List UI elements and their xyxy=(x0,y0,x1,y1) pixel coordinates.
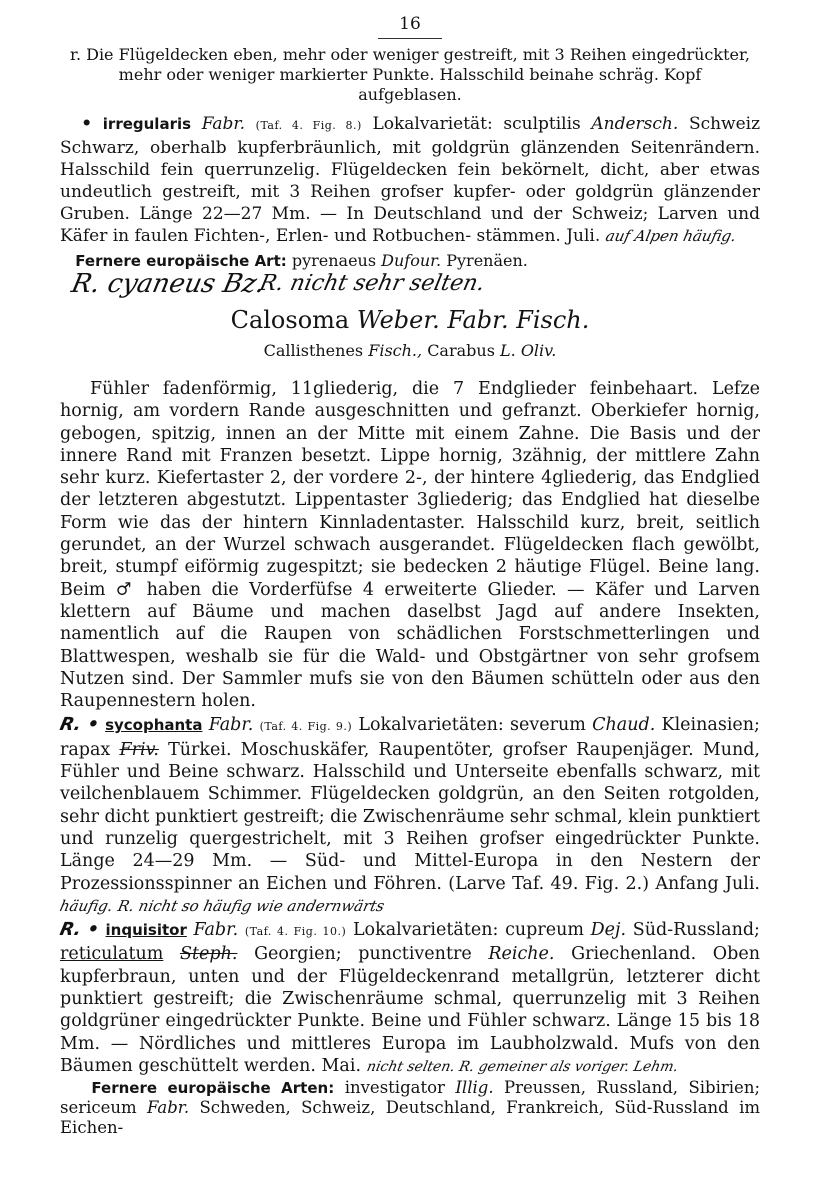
plate-ref: (Taf. 4. Fig. 9.) xyxy=(259,720,353,734)
variety-author: Chaud. xyxy=(592,715,656,736)
species-author: Fabr. xyxy=(193,920,239,941)
synonym-1-author: Fisch., xyxy=(368,341,423,360)
variety-place: Süd-Russland; xyxy=(632,920,760,941)
fernere-author: Illig. xyxy=(455,1078,494,1098)
fernere-art-1 xyxy=(60,251,760,271)
synonym-1: Callisthenes xyxy=(263,341,364,360)
handwritten-left: R. cyaneus Bz. xyxy=(68,269,268,299)
genus-synonyms xyxy=(60,341,760,360)
species-body: Türkei. Moschuskäfer, Raupentöter, grofser Raupenjäger. Mund, Fühler und Beine schwarz. Halsschild und Unterseite ebenfalls schwarz, mit veilchenblauem Schimmer. Flügeldecken goldgrün, an den Seiten rotgolden, sehr dicht punktiert gestreift; die Zwischenräume sehr schmal, klein punktiert und runzelig quergestrichelt, mit 3 Reihen grofser eingedrückter Punkte. Länge 24—29 Mm. — Süd- und Mittel-Europa in den Nestern der Prozessionsspinner an Eichen und Föhren. (Larve Taf. 49. Fig. 2.) Anfang Juli. xyxy=(60,739,760,894)
variety-2: reticulatum xyxy=(60,944,164,965)
species-name: sycophanta xyxy=(105,716,203,735)
book-page xyxy=(57,14,761,1138)
fernere-arten-2 xyxy=(60,1078,760,1138)
variety-text: Lokalvarietät: sculptilis xyxy=(372,114,581,134)
intro-block xyxy=(50,45,770,105)
intro-line-2: mehr oder weniger markierter Punkte. Halsschild beinahe schräg. Kopf xyxy=(118,65,702,84)
species-author: Fabr. xyxy=(208,715,254,736)
species-body: Schwarz, oberhalb kupferbräunlich, mit goldgrün glänzenden Seitenrändern. Halsschild fein querrunzelig. Flügeldecken fein bekörnelt, dicht, aber etwas undeutlich gestreift, mit 3 Reihen grofser kupfer- oder goldgrün glänzender Gruben. Länge 22—27 Mm. — In Deutschland und der Schweiz; Larven und Käfer in faulen Fichten-, Erlen- und Rotbuchen- stämmen. Juli. xyxy=(60,138,760,246)
species-name: inquisitor xyxy=(105,921,187,940)
variety-2: rapax xyxy=(60,739,111,760)
species-author: Fabr. xyxy=(201,114,246,134)
genus-description: Fühler fadenförmig, 11gliederig, die 7 Endglieder feinbehaart. Lefze hornig, am vordern Rande ausgeschnitten und gefranzt. Oberkiefer hornig, gebogen, spitzig, innen an der Mitte mit einem Zahne. Die Basis und der innere Rand mit Franzen besetzt. Lippe hornig, 3zähnig, der mittlere Zahn sehr kurz. Kiefertaster 2, der vordere 2-, der hintere 4gliederig, das Endglied der letzteren abgestutzt. Lippentaster 3gliederig; das Endglied hat dieselbe Form wie das der hintern Kinnladentaster. Halsschild kurz, breit, seitlich gerundet, an der Wurzel schwach ausgerandet. Flügeldecken flach gewölbt, breit, stumpf eiförmig zugespitzt; sie bedecken 2 häutige Flügel. Beine lang. Beim ♂ haben die Vorderfüfse 4 erweiterte Glieder. — Käfer und Larven klettern auf Bäume und machen daselbst Jagd auf andere Insekten, namentlich auf die Raupen von schädlichen Forstschmetterlingen und Blattwespen, weshalb sie für die Wald- und Obstgärtner von sehr grofsem Nutzen sind. Der Sammler mufs sie von den Bäumen schütteln oder aus den Raupennestern holen. xyxy=(60,379,760,712)
species-body: Griechenland. Oben kupferbraun, unten und der Flügeldeckenrand metallgrün, letzterer dicht punktiert gestreift; die Zwischenräume schmal, querrunzelig mit 3 Reihen goldgrüner eingedrückter Punkte. Beine und Fühler schwarz. Länge 15 bis 18 Mm. — Nördliches und mittleres Europa im Laubholzwald. Mufs von den Bäumen geschüttelt werden. Mai. xyxy=(60,944,760,1076)
variety-place: Kleinasien; xyxy=(661,715,760,736)
handwritten-marker: R. • xyxy=(57,714,102,736)
variety-3-author: Reiche. xyxy=(488,944,555,965)
fernere-places: Preussen, Russland, Sibirien; xyxy=(504,1078,761,1098)
fernere-label: Fernere europäische Art: xyxy=(75,252,287,270)
handwritten-right: R. nicht sehr selten. xyxy=(257,271,488,296)
handwritten-note: auf Alpen häufig. xyxy=(603,227,738,245)
handwritten-note: nicht selten. R. gemeiner als voriger. Lehm. xyxy=(364,1058,680,1075)
variety-author: Andersch. xyxy=(591,114,679,134)
variety-text: Lokalvarietäten: severum xyxy=(358,715,586,736)
fernere-author: Dufour. xyxy=(381,251,442,270)
fernere-label: Fernere europäische Arten: xyxy=(91,1079,335,1098)
variety-place: Schweiz xyxy=(688,114,761,134)
genus-heading xyxy=(60,305,760,335)
handwritten-note-2: R. nicht so häufig wie andernwärts xyxy=(116,896,387,915)
variety-3: Georgien; punctiventre xyxy=(254,944,472,965)
fernere-author-2: Fabr. xyxy=(147,1098,190,1118)
fernere-species: investigator xyxy=(344,1078,445,1098)
sycophanta-entry xyxy=(57,714,760,917)
fernere-place: Pyrenäen. xyxy=(446,251,528,270)
fernere-species-2: sericeum xyxy=(60,1098,137,1118)
handwritten-marker: R. • xyxy=(57,919,102,941)
bullet-marker: • xyxy=(81,114,93,134)
inquisitor-entry xyxy=(57,919,760,1078)
variety-author: Dej. xyxy=(590,920,627,941)
variety-2-author: Friv. xyxy=(119,739,159,760)
variety-2-author: Steph. xyxy=(180,944,238,965)
handwritten-annotation-top xyxy=(60,271,760,305)
handwritten-note-1: häufig. xyxy=(58,896,115,915)
fernere-species: pyrenaeus xyxy=(291,251,377,270)
synonym-2: Carabus xyxy=(427,341,495,360)
intro-line-1: r. Die Flügeldecken eben, mehr oder weniger gestreift, mit 3 Reihen eingedrückter, xyxy=(70,45,750,64)
synonym-2-author: L. Oliv. xyxy=(500,341,557,360)
irregularis-entry xyxy=(60,113,760,247)
variety-text: Lokalvarietäten: cupreum xyxy=(352,920,584,941)
intro-line-3: aufgeblasen. xyxy=(358,85,462,104)
page-number: 16 xyxy=(399,14,421,34)
header-rule xyxy=(378,38,442,39)
species-name: irregularis xyxy=(102,115,192,133)
genus-authors: Weber. Fabr. Fisch. xyxy=(356,306,590,334)
plate-ref: (Taf. 4. Fig. 10.) xyxy=(244,925,347,939)
genus-name: Calosoma xyxy=(230,306,350,334)
fernere-places-2: Schweden, Schweiz, Deutschland, Frankreich, Süd-Russland im Eichen- xyxy=(60,1098,761,1138)
plate-ref: (Taf. 4. Fig. 8.) xyxy=(255,119,362,132)
